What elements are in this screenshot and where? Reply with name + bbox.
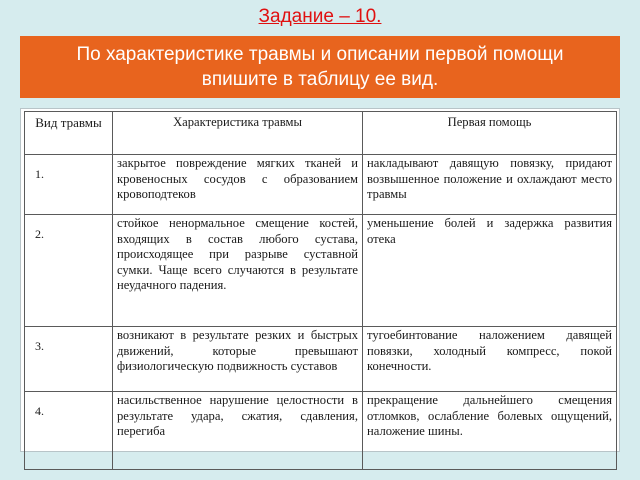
table-row (25, 392, 617, 470)
task-title: Задание – 10. (258, 6, 382, 27)
injury-table (24, 111, 617, 470)
table-row (25, 327, 617, 392)
instruction-banner (20, 36, 620, 98)
row-number-cell[interactable]: 2. (25, 215, 113, 327)
table-row (25, 215, 617, 327)
characteristic-cell: насильственное нарушение целостности в результате удара, сжатия, сдавления, перегиба (113, 392, 363, 470)
table-header-row (25, 112, 617, 155)
instruction-text: По характеристике травмы и описании первой помощи впишите в таблицу ее вид. (76, 44, 564, 90)
column-header-first-aid: Первая помощь (363, 112, 617, 155)
column-header-type: Вид травмы (25, 112, 113, 155)
row-number-cell[interactable]: 3. (25, 327, 113, 392)
first-aid-cell: тугоебинтование наложением давящей повязки, холодный компресс, покой конечности. (363, 327, 617, 392)
column-header-characteristic: Характеристика травмы (113, 112, 363, 155)
table-row (25, 155, 617, 215)
characteristic-cell: возникают в результате резких и быстрых движений, которые превышают физиологическую подвижность суставов (113, 327, 363, 392)
first-aid-cell: уменьшение болей и задержка развития отека (363, 215, 617, 327)
characteristic-cell: стойкое ненормальное смещение костей, входящих в состав любого сустава, происходящее при разрыве суставной сумки. Чаще всего случаются в результате неудачного падения. (113, 215, 363, 327)
first-aid-cell: прекращение дальнейшего смещения отломков, ослабление болевых ощущений, наложение шины. (363, 392, 617, 470)
first-aid-cell: накладывают давящую повязку, придают возвышенное положение и охлаждают место травмы (363, 155, 617, 215)
row-number-cell[interactable]: 1. (25, 155, 113, 215)
row-number-cell[interactable]: 4. (25, 392, 113, 470)
characteristic-cell: закрытое повреждение мягких тканей и кровеносных сосудов с образованием кровоподтеков (113, 155, 363, 215)
worksheet (20, 108, 620, 452)
